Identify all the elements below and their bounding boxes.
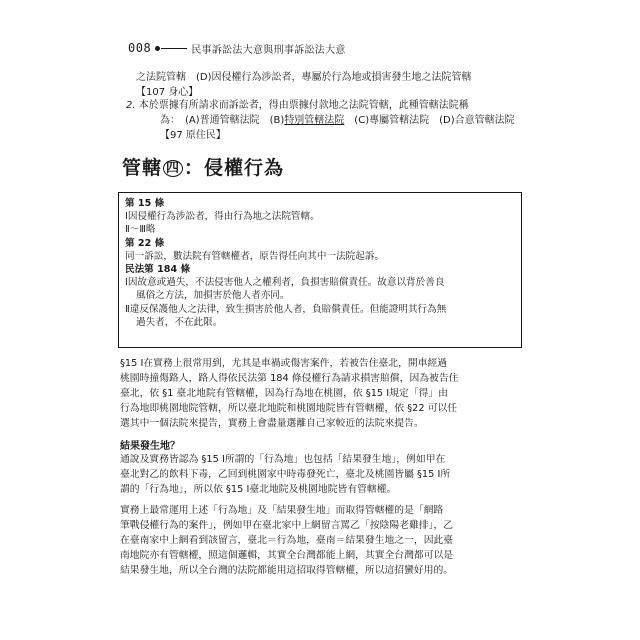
article-text: 同一訴訟，數法院有管轄權者，原告得任向其中一法院起訴。 xyxy=(125,250,385,262)
correct-answer: 特別管轄法院 xyxy=(284,115,345,126)
text-line: 之法院管轄 (D)因侵權行為涉訟者，專屬於行為地或損害發生地之法院管轄 xyxy=(136,72,472,83)
article-text: 風俗之方法，加損害於他人者亦同。 xyxy=(136,290,290,302)
page-number: 008 xyxy=(128,41,152,55)
article-title: 第 22 條 xyxy=(125,237,165,249)
source-tag: 【97 原住民】 xyxy=(160,130,226,141)
text-line: 臺北對乙的飲料下毒，乙回到桃園家中時毒發死亡，臺北及桃園皆屬 §15 Ⅰ所 xyxy=(120,469,451,480)
header-bullet-icon xyxy=(155,46,160,51)
text-line: 選其中一個法院來提告，實務上會盡量選離自己家較近的法院來提告。 xyxy=(120,418,424,429)
heading-text: 管轄 xyxy=(122,157,163,179)
article-text: Ⅱ違反保護他人之法律，致生損害於他人者，負賠償責任。但能證明其行為無 xyxy=(125,303,447,315)
section-number-badge: 四 xyxy=(163,160,183,177)
header-rule xyxy=(161,48,187,49)
article-text: 過失者，不在此限。 xyxy=(136,316,223,328)
statute-box xyxy=(118,192,522,348)
text-line: §15 Ⅰ在實務上很常用到，尤其是車禍或傷害案件，若被告住臺北，開車經過 xyxy=(120,358,448,369)
text-line xyxy=(126,98,518,113)
running-title: 民事訴訟法大意與刑事訴訟法大意 xyxy=(191,44,346,56)
heading-text: ：侵權行為 xyxy=(184,157,285,179)
source-tag: 【107 身心】 xyxy=(136,87,199,98)
article-title: 民法第 184 條 xyxy=(125,264,191,276)
text-line: 實務上最常運用上述「行為地」及「結果發生地」而取得管轄權的是「網路 xyxy=(120,505,444,516)
options-pre: 為： (A)普通管轄法院 (B) xyxy=(160,115,285,126)
text-line: 行為地即桃園地院管轄，所以臺北地院和桃園地院皆有管轄權，依 §22 可以任 xyxy=(120,403,458,414)
options-post: (C)專屬管轄法院 (D)合意管轄法院 xyxy=(344,115,515,126)
question-number: 2. xyxy=(126,100,136,111)
result-place-paragraph xyxy=(120,452,520,497)
subheading: 結果發生地？ xyxy=(120,441,180,452)
answer-q2 xyxy=(126,98,518,143)
article-text: Ⅰ因故意或過失，不法侵害他人之權利者，負損害賠償責任。故意以背於善良 xyxy=(125,277,445,289)
text-line: 桃園時撞傷路人，路人得依民法第 184 條侵權行為請求損害賠償，因為被告住 xyxy=(120,373,459,384)
question-text: 本於票據有所請求而訴訟者，得由票據付款地之法院管轄，此種管轄法院稱 xyxy=(138,100,469,111)
answer-q1-continuation xyxy=(136,70,518,100)
internet-paragraph xyxy=(120,503,520,578)
text-line: 筆戰侵權行為的案件」，例如甲在臺北家中上網留言罵乙「按陰陽老雞排」，乙 xyxy=(120,520,454,531)
text-line: 南地院亦有管轄權，照這個邏輯，其實全台灣都能上網，其實全台灣都可以是 xyxy=(120,550,454,561)
explanation-paragraph xyxy=(120,356,520,431)
article-title: 第 15 條 xyxy=(125,198,165,209)
section-heading xyxy=(122,153,284,180)
text-line: 謂的「行為地」，所以依 §15 Ⅰ臺北地院及桃園地院皆有管轄權。 xyxy=(120,484,397,495)
article-text: Ⅱ～Ⅲ略 xyxy=(125,224,156,236)
text-line: 臺北，依 §1 臺北地院有管轄權，因為行為地在桃園，依 §15 Ⅰ規定「得」由 xyxy=(120,388,448,399)
options-line xyxy=(126,113,518,128)
text-line: 通說及實務皆認為 §15 Ⅰ所謂的「行為地」也包括「結果發生地」，例如甲在 xyxy=(120,454,446,465)
article-text: Ⅰ因侵權行為涉訟者，得由行為地之法院管轄。 xyxy=(125,211,320,223)
text-line: 結果發生地，所以全台灣的法院都能用這招取得管轄權，所以這招蠻好用的。 xyxy=(120,565,454,576)
text-line: 在臺南家中上網看到該留言，臺北＝行為地，臺南＝結果發生地之一，因此臺 xyxy=(120,535,454,546)
page-header xyxy=(128,40,528,56)
